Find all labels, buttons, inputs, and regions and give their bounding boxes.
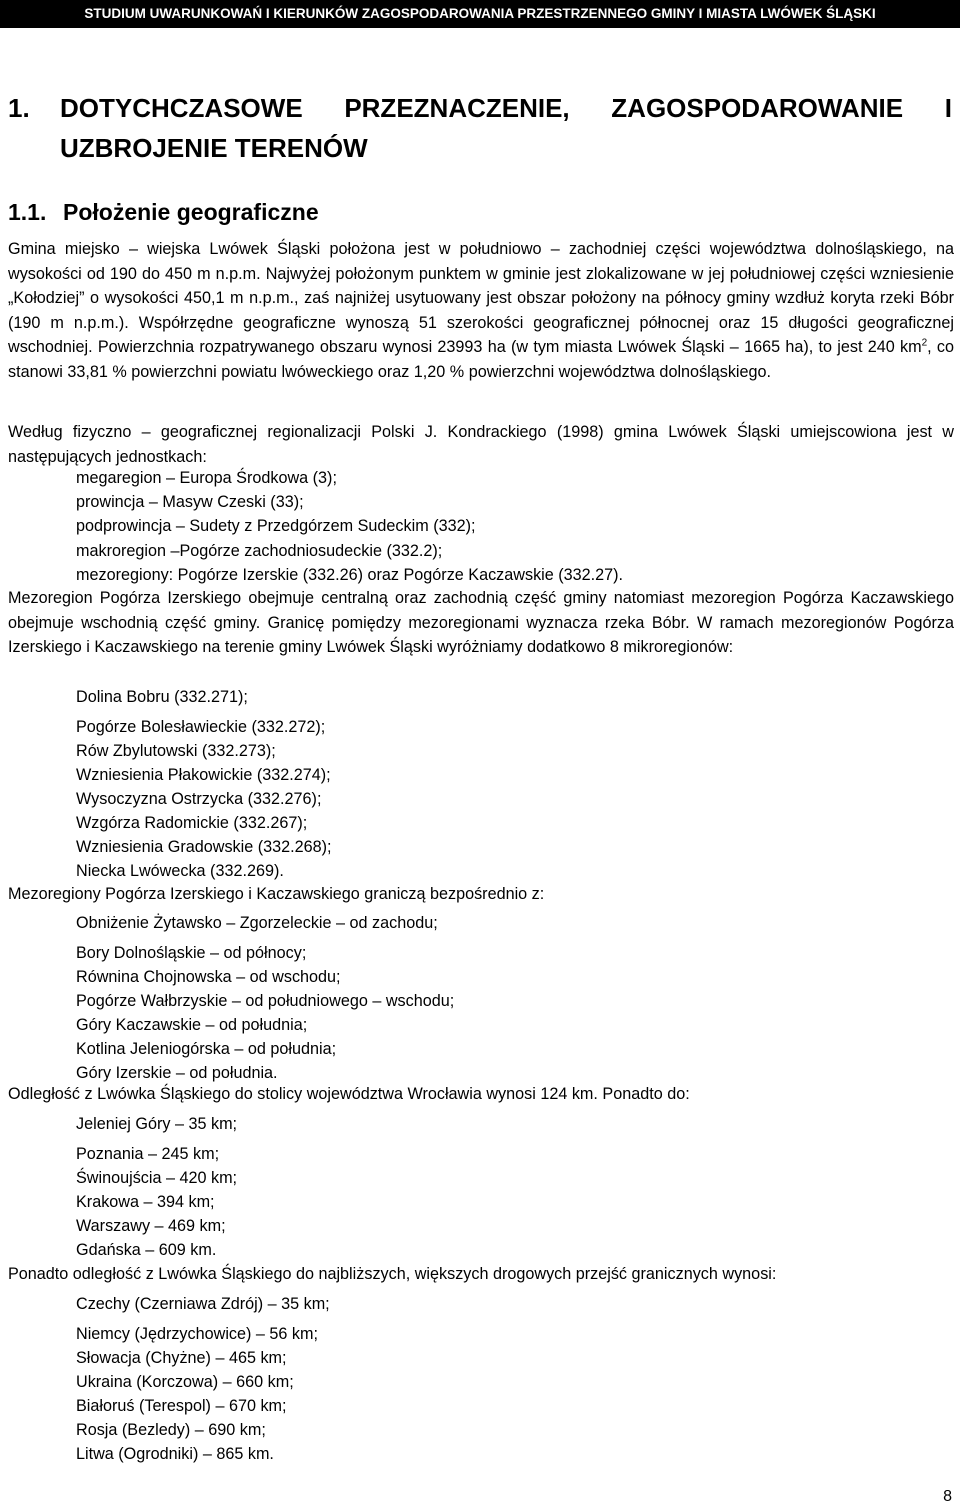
distance-list-item: Świnoujścia – 420 km; xyxy=(76,1169,238,1187)
distance-list-item: Poznania – 245 km; xyxy=(76,1145,220,1163)
subsection-title: Położenie geograficzne xyxy=(63,199,319,225)
paragraph-mesoregions: Mezoregion Pogórza Izerskiego obejmuje centralną oraz zachodnią część gminy natomiast mezoregion Pogórza Kaczawskiego obejmuje wschodnią część gminy. Granicę pomiędzy mezoregionami wyznacza rzeka Bóbr. W ramach mezoregionów Pogórza Izerskiego i Kaczawskiego na terenie gminy Lwówek Śląski wyróżniamy dodatkowo 8 mikroregionów: xyxy=(8,589,954,656)
neighbour-list-item: Góry Izerskie – od południa. xyxy=(76,1064,278,1082)
microregion-list-item: Wzniesienia Gradowskie (332.268); xyxy=(76,838,332,856)
border-crossing-list-item: Rosja (Bezledy) – 690 km; xyxy=(76,1421,266,1439)
neighbour-list-item: Obniżenie Żytawsko – Zgorzeleckie – od zachodu; xyxy=(76,914,438,932)
section-heading xyxy=(8,88,958,168)
microregion-list-item: Wzniesienia Płakowickie (332.274); xyxy=(76,766,331,784)
page-number: 8 xyxy=(943,1488,952,1505)
border-crossing-list-item: Ukraina (Korczowa) – 660 km; xyxy=(76,1373,294,1391)
paragraph-neighbours: Mezoregiony Pogórza Izerskiego i Kaczawskiego graniczą bezpośrednio z: xyxy=(8,885,545,903)
unit-list-item: mezoregiony: Pogórze Izerskie (332.26) oraz Pogórze Kaczawskie (332.27). xyxy=(76,566,624,584)
section-title-word-3: ZAGOSPODAROWANIE xyxy=(611,93,904,123)
distance-list-item: Jeleniej Góry – 35 km; xyxy=(76,1115,238,1133)
neighbour-list-item: Równina Chojnowska – od wschodu; xyxy=(76,968,341,986)
microregion-list-item: Niecka Lwówecka (332.269). xyxy=(76,862,284,880)
section-title-word-1: DOTYCHCZASOWE xyxy=(60,93,303,123)
section-title-word-4: I xyxy=(944,93,952,123)
neighbour-list-item: Bory Dolnośląskie – od północy; xyxy=(76,944,307,962)
unit-list-item: prowincja – Masyw Czeski (33); xyxy=(76,493,304,511)
section-title-word-2: PRZEZNACZENIE, xyxy=(344,93,570,123)
paragraph-distances: Odległość z Lwówka Śląskiego do stolicy województwa Wrocławia wynosi 124 km. Ponadto do: xyxy=(8,1085,690,1103)
section-number: 1. xyxy=(8,93,30,123)
microregion-list-item: Dolina Bobru (332.271); xyxy=(76,688,248,706)
border-crossing-list-item: Niemcy (Jędrzychowice) – 56 km; xyxy=(76,1325,318,1343)
border-crossing-list-item: Białoruś (Terespol) – 670 km; xyxy=(76,1397,287,1415)
superscript: 2 xyxy=(921,337,928,349)
unit-list-item: makroregion –Pogórze zachodniosudeckie (332.2); xyxy=(76,542,443,560)
distance-list-item: Krakowa – 394 km; xyxy=(76,1193,215,1211)
microregion-list-item: Pogórze Bolesławieckie (332.272); xyxy=(76,718,326,736)
document-header: STUDIUM UWARUNKOWAŃ I KIERUNKÓW ZAGOSPODAROWANIA PRZESTRZENNEGO GMINY I MIASTA LWÓWEK ŚLĄSKI xyxy=(0,0,960,28)
border-crossing-list-item: Czechy (Czerniawa Zdrój) – 35 km; xyxy=(76,1295,330,1313)
section-title-line-2: UZBROJENIE TERENÓW xyxy=(60,133,368,163)
unit-list-item: podprowincja – Sudety z Przedgórzem Sudeckim (332); xyxy=(76,517,476,535)
unit-list-item: megaregion – Europa Środkowa (3); xyxy=(76,469,337,487)
border-crossing-list-item: Litwa (Ogrodniki) – 865 km. xyxy=(76,1445,274,1463)
neighbour-list-item: Pogórze Wałbrzyskie – od południowego – wschodu; xyxy=(76,992,455,1010)
paragraph-regionalization: Według fizyczno – geograficznej regionalizacji Polski J. Kondrackiego (1998) gmina Lwówek Śląski umiejscowiona jest w następujących jednostkach: xyxy=(8,423,954,466)
paragraph-location xyxy=(8,237,954,384)
subsection-number: 1.1. xyxy=(8,199,47,225)
microregion-list-item: Wysoczyzna Ostrzycka (332.276); xyxy=(76,790,322,808)
microregion-list-item: Wzgórza Radomickie (332.267); xyxy=(76,814,308,832)
paragraph-border-crossings: Ponadto odległość z Lwówka Śląskiego do najbliższych, większych drogowych przejść granicznych wynosi: xyxy=(8,1265,777,1283)
paragraph-location-text: Gmina miejsko – wiejska Lwówek Śląski położona jest w południowo – zachodniej części województwa dolnośląskiego, na wysokości od 190 do 450 m n.p.m. Najwyżej położonym punktem w gminie jest zlokalizowane w jej południowej części wzniesienie „Kołodziej” o wysokości 450,1 m n.p.m., zaś najniżej usytuowany jest obszar położony na północy gminy wzdłuż koryta rzeki Bóbr (190 m n.p.m.). Współrzędne geograficzne wynoszą 51 szerokości geograficznej północnej oraz 15 długości geograficznej wschodniej. Powierzchnia rozpatrywanego obszaru wynosi 23993 ha (w tym miasta Lwówek Śląski – 1665 ha), to jest 240 km xyxy=(8,240,954,356)
border-crossing-list-item: Słowacja (Chyżne) – 465 km; xyxy=(76,1349,287,1367)
distance-list-item: Warszawy – 469 km; xyxy=(76,1217,226,1235)
paragraph-location-end: , co stanowi 33,81 % powierzchni powiatu lwóweckiego oraz 1,20 % powierzchni województwa dolnośląskiego. xyxy=(8,338,955,381)
subsection-heading xyxy=(8,196,319,228)
neighbour-list-item: Kotlina Jeleniogórska – od południa; xyxy=(76,1040,337,1058)
microregion-list-item: Rów Zbylutowski (332.273); xyxy=(76,742,276,760)
neighbour-list-item: Góry Kaczawskie – od południa; xyxy=(76,1016,308,1034)
distance-list-item: Gdańska – 609 km. xyxy=(76,1241,217,1259)
